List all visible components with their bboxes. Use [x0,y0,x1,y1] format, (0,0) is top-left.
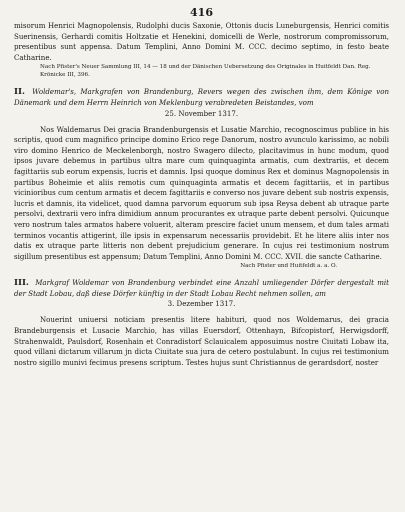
document-date-iii: 3. Dezember 1317. [167,299,236,309]
preceding-document-ending: misorum Henrici Magnopolensis, Rudolphi ducis Saxonie, Ottonis ducis Luneburgensis, Henrici comitis Suerinensis, Gerhardi comitis Holtzatie et Henekini, domicelli de Werle, nostrorum compromissorum, presentibus sunt appensa. Datum Templini, Anno Domini M. CCC. decimo septimo, in festo beate Catharine. [14,21,389,62]
document-number-ii: II. [14,87,25,98]
document-heading-text-iii: Markgraf Woldemar von Brandenburg verbindet eine Anzahl umliegender Dörfer dergestalt mit der Stadt Lobau, daß diese Dörfer künftig in der Stadt Lobau Recht nehmen sollen, am [14,278,389,298]
document-heading-text-ii: Woldemar's, Markgrafen von Brandenburg, Revers wegen des zwischen ihm, dem Könige von Dänemark und dem Herrn Heinrich von Meklenburg verabredeten Beistandes, vom [14,87,389,107]
document-body-iii: Nouerint uniuersi noticiam presentis litere habituri, quod nos Woldemarus, dei gracia Brandeburgensis et Lusacie Marchio, has villas Euersdorf, Ottenhayn, Bifcopistorf, Herwigsdorff, Strahenwaldt, Paulsdorf, Rosenhain et Conradistorf Sclauicalem apposuimus nostre Ciuitati Lobaw ita, quod villani dictarum villarum jn dicta Ciuitate sua jura de cetero postulabunt. In cujus rei testimonium nostro sigillo munivi fecimus presens scriptum. Testes hujus sunt Christiannus de gerardsdorf, noster [14,315,389,367]
preceding-document-source: Nach Pfister's Neuer Sammlung III, 14 — 18 und der Dänischen Uebersetzung des Originales in Huitfeldt Dan. Reg. Krönicke III, 396. [40,64,371,79]
document-heading-ii [14,87,389,108]
document-date-ii: 25. November 1317. [164,108,239,118]
document-heading-iii [14,278,389,299]
document-body-ii: Nos Waldemarus Dei gracia Brandenburgensis et Lusatie Marchio, recognoscimus publice in his scriptis, quod cum magnifico principe domino Erico rege Danorum, nostro avunculo karissimo, ac nobili viro domino Henrico de Meckelenborgh, nostro Swagero dilecto, placitavimus in hunc modum, quod ipsos juvare debemus in partibus ultra mare cum quinquaginta armatis, cum dextrariis, et decem fagittariis sub eorum expensis, lucris et damnis. Ipsi quoque dominus Rex et dominus Magnopolensis in partibus Boheimie et aliis remotis cum quinquaginta armatis et decem fagittariis, et in partibus vicinioribus cum centum armatis et decem fagittariis e converso nos juvare debent sub nostris expensis, lucris et damnis, ita videlicet, quod damna parvorum equorum sub ipsa Reysa debent ab utraque parte persolvi, dextrarii vero infra dimidium annum procurantes ex utraque parte debent persolvi. Quicunque vero nostrum tales armatos habere voluerit, alteram prescire faciet unum mensem, et dum tales armati terminos vocantis attigerint, ille ipsis in expensarum necessariis providebit. Et he litere aliis inter nos datis ex utraque parte litteris non debent prejudicium generare. In cujus rei testimonium nostrum sigillum presentibus est appensum; Datum Templini, Anno Domini M. CCC. XVII. die sancte Catharine. [14,124,389,261]
document-number-iii: III. [14,278,29,289]
document-source-ii: Nach Pfister und Huitfeldt a. a. O. [240,263,337,270]
page-number: 416 [190,6,213,19]
